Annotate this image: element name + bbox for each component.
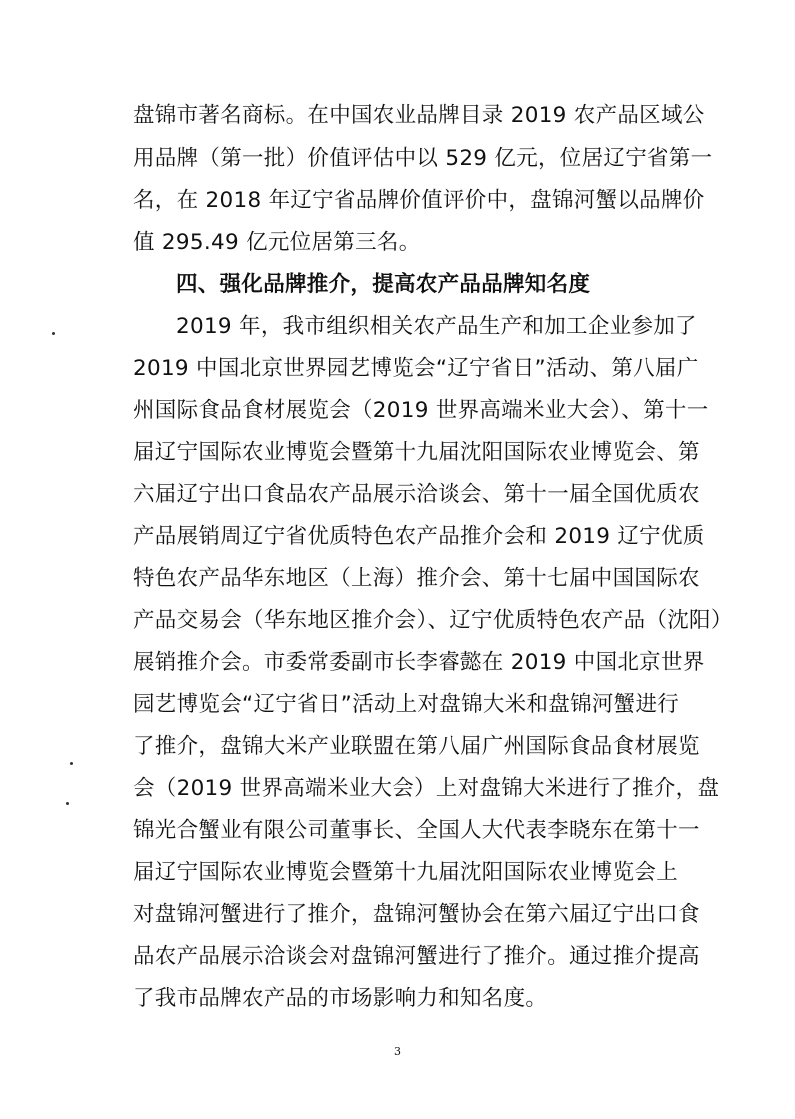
paragraph-line: 届辽宁国际农业博览会暨第十九届沈阳国际农业博览会上	[133, 860, 679, 885]
paragraph-line: 值 295.49 亿元位居第三名。	[133, 230, 421, 255]
paragraph-line: 六届辽宁出口食品农产品展示洽谈会、第十一届全国优质农	[133, 482, 700, 507]
scan-mark	[52, 332, 55, 335]
paragraph-line: 锦光合蟹业有限公司董事长、全国人大代表李晓东在第十一	[133, 818, 700, 843]
paragraph-line: 园艺博览会“辽宁省日”活动上对盘锦大米和盘锦河蟹进行	[133, 692, 680, 717]
paragraph-line: 会（2019 世界高端米业大会）上对盘锦大米进行了推介，盘	[133, 776, 720, 801]
page-number: 3	[394, 1045, 401, 1058]
paragraph-line: 届辽宁国际农业博览会暨第十九届沈阳国际农业博览会、第	[133, 440, 700, 465]
paragraph-line: 州国际食品食材展览会（2019 世界高端米业大会）、第十一	[133, 398, 709, 423]
paragraph-line: 产品交易会（华东地区推介会）、辽宁优质特色农产品（沈阳）	[133, 608, 733, 633]
paragraph-line: 2019 年，我市组织相关农产品生产和加工企业参加了	[176, 314, 697, 339]
paragraph-line: 了推介，盘锦大米产业联盟在第八届广州国际食品食材展览	[133, 734, 700, 759]
paragraph-line: 特色农产品华东地区（上海）推介会、第十七届中国国际农	[133, 566, 700, 591]
paragraph-line: 展销推介会。市委常委副市长李睿懿在 2019 中国北京世界	[133, 650, 705, 675]
paragraph-line: 盘锦市著名商标。在中国农业品牌目录 2019 农产品区域公	[133, 103, 705, 128]
paragraph-line: 了我市品牌农产品的市场影响力和知名度。	[133, 986, 548, 1011]
paragraph-line: 名，在 2018 年辽宁省品牌价值评价中，盘锦河蟹以品牌价	[133, 188, 705, 213]
paragraph-line: 对盘锦河蟹进行了推介，盘锦河蟹协会在第六届辽宁出口食	[133, 902, 700, 927]
paragraph-line: 2019 中国北京世界园艺博览会“辽宁省日”活动、第八届广	[133, 356, 699, 381]
scan-mark	[66, 802, 69, 805]
scan-mark	[70, 762, 73, 765]
paragraph-line: 品农产品展示洽谈会对盘锦河蟹进行了推介。通过推介提高	[133, 944, 700, 969]
paragraph-line: 用品牌（第一批）价值评估中以 529 亿元，位居辽宁省第一	[133, 146, 713, 171]
paragraph-line: 产品展销周辽宁省优质特色农产品推介会和 2019 辽宁优质	[133, 524, 705, 549]
section-heading: 四、强化品牌推介，提高农产品品牌知名度	[176, 272, 591, 297]
